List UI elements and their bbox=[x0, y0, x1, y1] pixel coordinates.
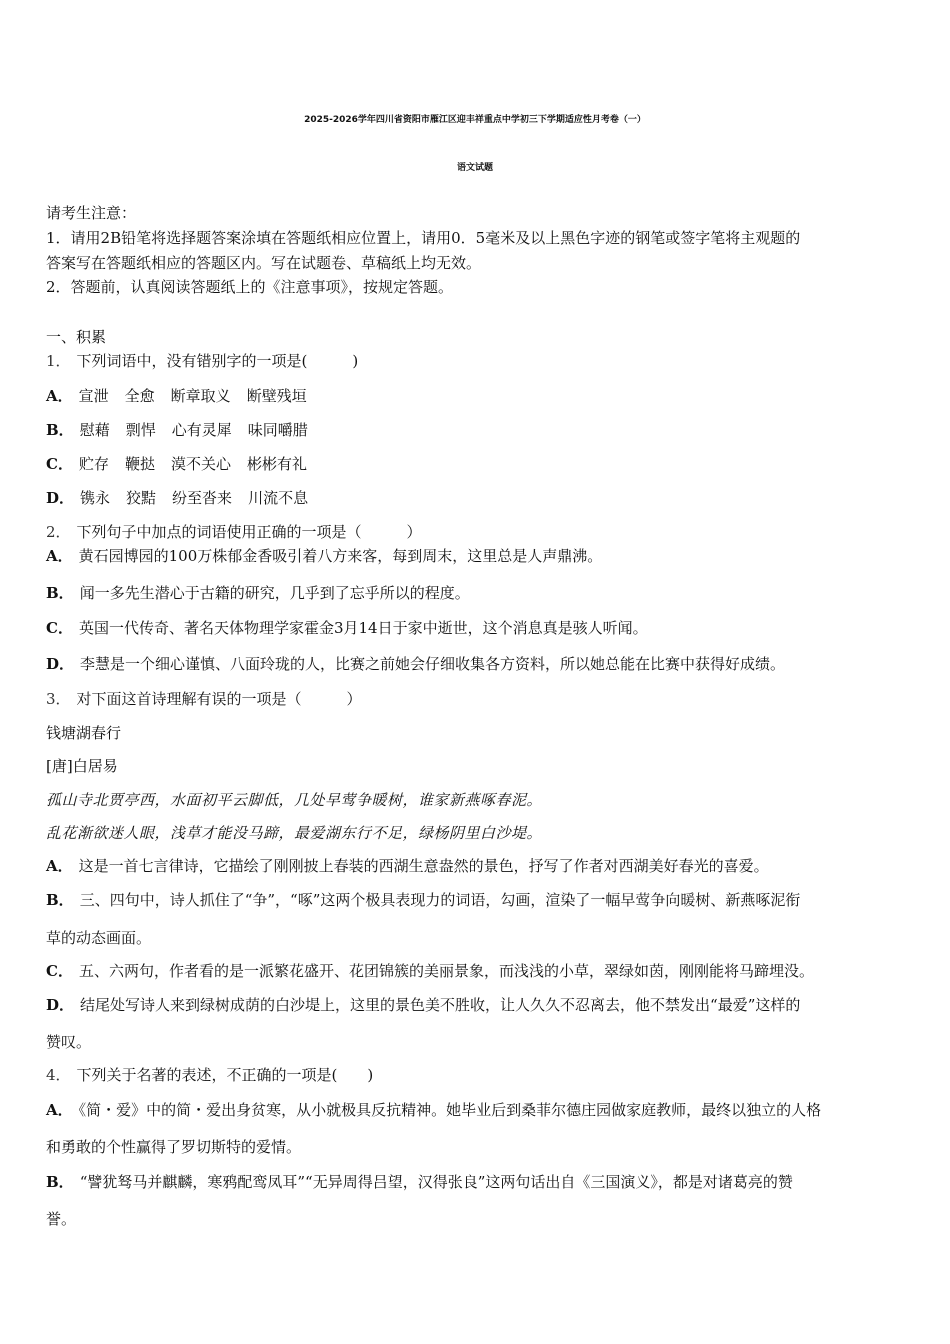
option-text: 闻一多先生潜心于古籍的研究，几乎到了忘乎所以的程度。 bbox=[79, 584, 470, 602]
option-text: 李慧是一个细心谨慎、八面玲珑的人，比赛之前她会仔细收集各方资料，所以她总能在比赛中获得好成绩。 bbox=[80, 655, 786, 673]
notice-item-1-line-1: 1．请用2B铅笔将选择题答案涂填在答题纸相应位置上，请用0．5毫米及以上黑色字迹的钢笔或签字笔将主观题的 bbox=[46, 229, 801, 247]
option-word: 慰藉 bbox=[79, 421, 110, 439]
option-letter: C． bbox=[46, 455, 73, 473]
notice-item-2: 2．答题前，认真阅读答题纸上的《注意事项》，按规定答题。 bbox=[46, 278, 454, 296]
question-2 bbox=[46, 522, 422, 542]
q4-option-a bbox=[46, 1100, 821, 1120]
q1-option-b bbox=[46, 420, 324, 440]
option-text: “譬犹驽马并麒麟，寒鸦配鸾凤耳”“无异周得吕望，汉得张良”这两句话出自《三国演义》，都是对诸葛亮的赞 bbox=[79, 1173, 793, 1191]
q3-option-c bbox=[46, 961, 814, 981]
option-word: 川流不息 bbox=[248, 489, 309, 507]
q2-option-b bbox=[46, 583, 470, 603]
option-letter: A． bbox=[46, 547, 73, 565]
option-word: 狡黠 bbox=[126, 489, 157, 507]
option-letter: B． bbox=[46, 421, 74, 439]
question-stem: 下列关于名著的表述，不正确的一项是( ) bbox=[76, 1066, 374, 1084]
q1-option-c bbox=[46, 454, 323, 474]
question-4 bbox=[46, 1065, 373, 1085]
exam-subtitle: 语文试题 bbox=[456, 163, 493, 173]
q1-option-d bbox=[46, 488, 324, 508]
q3-option-d-cont: 赞叹。 bbox=[46, 1033, 92, 1051]
option-word: 剽悍 bbox=[125, 421, 156, 439]
question-number: 4． bbox=[46, 1066, 71, 1084]
option-text: 三、四句中，诗人抓住了“争”，“啄”这两个极具表现力的词语，勾画，渲染了一幅早莺争向暖树、新燕啄泥衔 bbox=[79, 891, 801, 909]
notice-item-1-line-2: 答案写在答题纸相应的答题区内。写在试题卷、草稿纸上均无效。 bbox=[46, 254, 482, 272]
option-letter: C． bbox=[46, 619, 73, 637]
option-word: 断章取义 bbox=[170, 387, 231, 405]
notice-heading: 请考生注意： bbox=[46, 204, 137, 222]
option-word: 宣泄 bbox=[78, 387, 109, 405]
q2-option-d bbox=[46, 654, 785, 674]
poem-line-1: 孤山寺北贾亭西，水面初平云脚低，几处早莺争暖树，谁家新燕啄春泥。 bbox=[46, 791, 543, 809]
option-word: 鞭挞 bbox=[124, 455, 155, 473]
option-word: 味同嚼腊 bbox=[247, 421, 308, 439]
option-letter: D． bbox=[46, 489, 75, 507]
option-letter: A． bbox=[46, 857, 73, 875]
question-1 bbox=[46, 351, 358, 371]
option-word: 镌永 bbox=[80, 489, 111, 507]
q3-option-b bbox=[46, 890, 800, 910]
option-text: 英国一代传奇、著名天体物理学家霍金3月14日于家中逝世，这个消息真是骇人听闻。 bbox=[78, 619, 648, 637]
q3-option-b-cont: 草的动态画面。 bbox=[46, 929, 152, 947]
q1-option-a bbox=[46, 386, 323, 406]
option-letter: C． bbox=[46, 962, 73, 980]
option-letter: A． bbox=[46, 387, 73, 405]
poem-line-2: 乱花渐欲迷人眼，浅草才能没马蹄，最爱湖东行不足，绿杨阴里白沙堤。 bbox=[46, 824, 543, 842]
question-stem: 对下面这首诗理解有误的一项是（ ） bbox=[76, 690, 362, 708]
option-letter: D． bbox=[46, 655, 75, 673]
option-word: 漠不关心 bbox=[170, 455, 231, 473]
option-word: 贮存 bbox=[78, 455, 109, 473]
question-number: 1． bbox=[46, 352, 71, 370]
q2-option-c bbox=[46, 618, 648, 638]
section-heading: 一、积累 bbox=[46, 328, 107, 346]
option-letter: A． bbox=[46, 1101, 73, 1119]
q4-option-b bbox=[46, 1172, 793, 1192]
poem-title: 钱塘湖春行 bbox=[46, 724, 122, 742]
q4-option-b-cont: 誉。 bbox=[46, 1210, 77, 1228]
question-stem: 下列词语中，没有错别字的一项是( ) bbox=[76, 352, 359, 370]
option-text: 这是一首七言律诗，它描绘了刚刚披上春装的西湖生意盎然的景色，抒写了作者对西湖美好春光的喜爱。 bbox=[78, 857, 769, 875]
option-letter: B． bbox=[46, 584, 74, 602]
option-word: 心有灵犀 bbox=[171, 421, 232, 439]
question-number: 3． bbox=[46, 690, 71, 708]
option-text: 黄石园博园的100万株郁金香吸引着八方来客，每到周末，这里总是人声鼎沸。 bbox=[78, 547, 603, 565]
option-word: 彬彬有礼 bbox=[247, 455, 308, 473]
q4-option-a-cont: 和勇敢的个性赢得了罗切斯特的爱情。 bbox=[46, 1138, 302, 1156]
question-3 bbox=[46, 689, 362, 709]
option-text: 五、六两句，作者看的是一派繁花盛开、花团锦簇的美丽景象，而浅浅的小草，翠绿如茵，刚刚能将马蹄埋没。 bbox=[78, 962, 814, 980]
q2-option-a bbox=[46, 546, 602, 566]
option-letter: B． bbox=[46, 1173, 74, 1191]
exam-title: 2025-2026学年四川省资阳市雁江区迎丰祥重点中学初三下学期适应性月考卷（一） bbox=[304, 115, 646, 125]
question-number: 2． bbox=[46, 523, 71, 541]
q3-option-a bbox=[46, 856, 769, 876]
option-word: 全愈 bbox=[124, 387, 155, 405]
q3-option-d bbox=[46, 995, 800, 1015]
option-letter: D． bbox=[46, 996, 75, 1014]
option-text: 《简・爱》中的简・爱出身贫寒，从小就极具反抗精神。她毕业后到桑菲尔德庄园做家庭教师，最终以独立的人格 bbox=[78, 1101, 822, 1119]
option-word: 断壁残垣 bbox=[246, 387, 307, 405]
poem-author: [唐]白居易 bbox=[46, 757, 118, 775]
option-text: 结尾处写诗人来到绿树成荫的白沙堤上，这里的景色美不胜收，让人久久不忍离去，他不禁发出“最爱”这样的 bbox=[80, 996, 801, 1014]
option-letter: B． bbox=[46, 891, 74, 909]
question-stem: 下列句子中加点的词语使用正确的一项是（ ） bbox=[76, 523, 422, 541]
option-word: 纷至沓来 bbox=[172, 489, 233, 507]
